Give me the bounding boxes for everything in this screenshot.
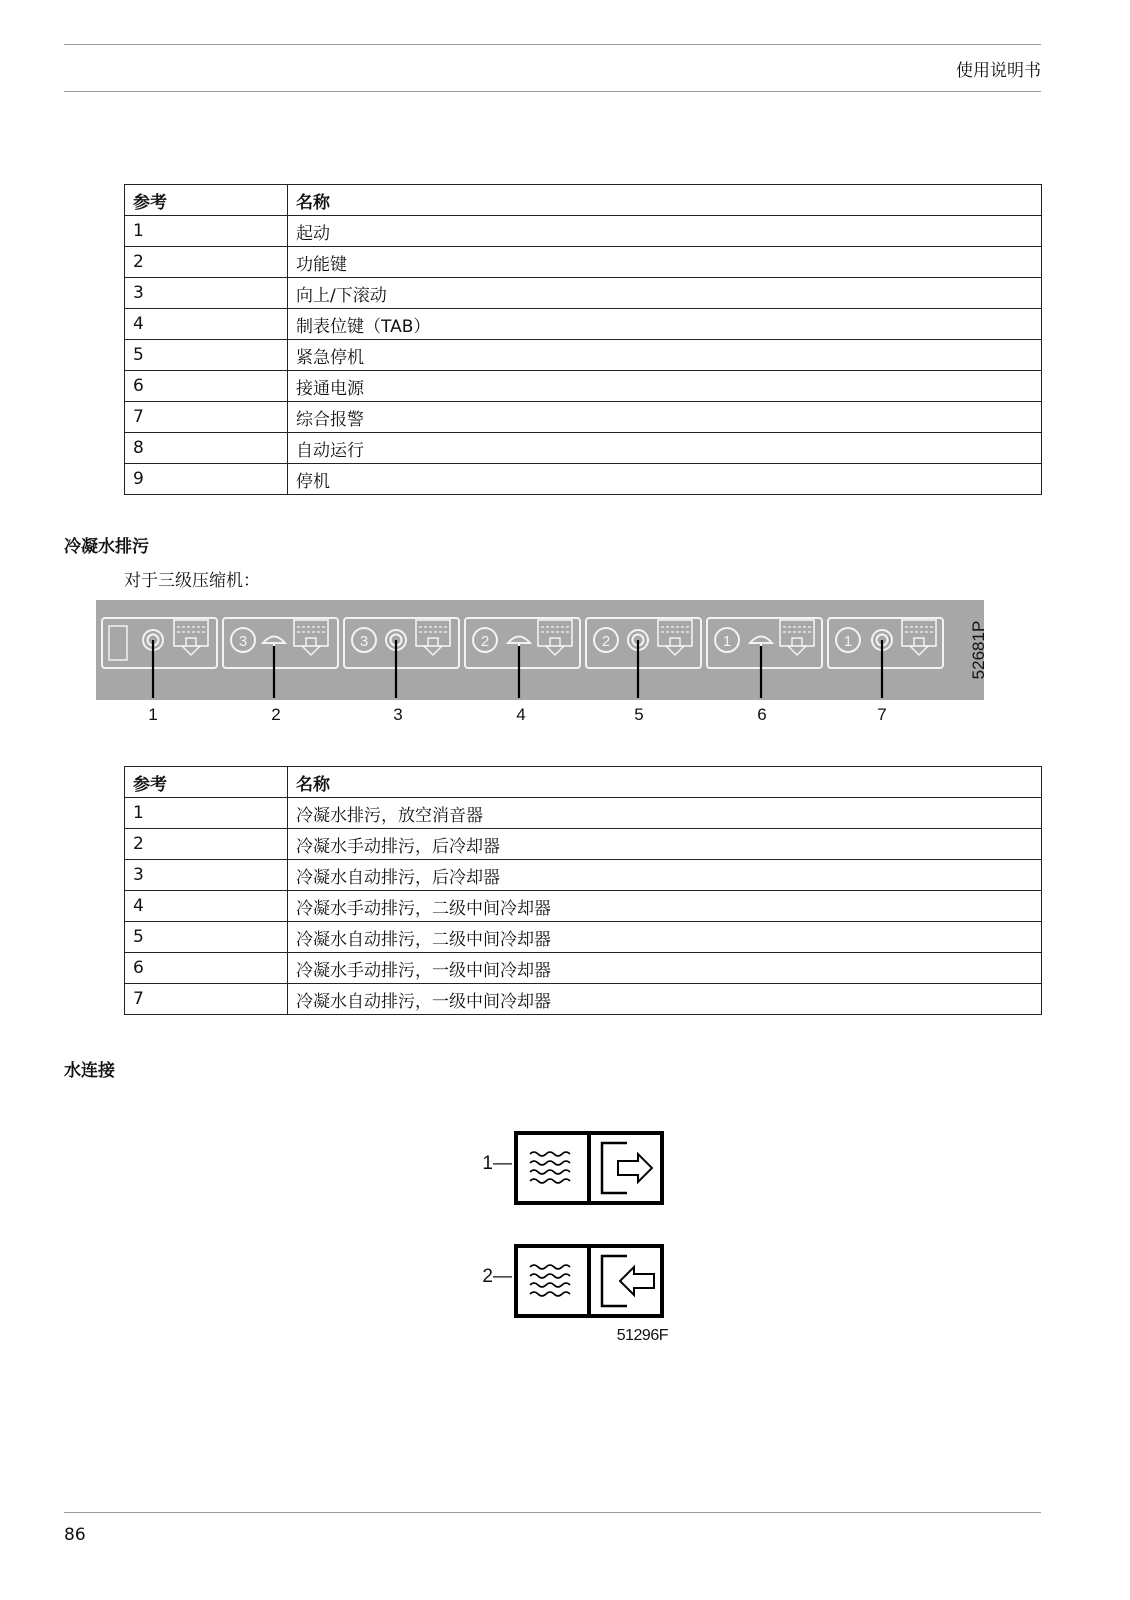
figure-code: 51296F (616, 1327, 668, 1344)
column-header-name: 名称 (288, 767, 1042, 798)
table-row (125, 984, 1042, 1015)
table-row (125, 216, 1042, 247)
name-cell: 冷凝水手动排污，二级中间冷却器 (288, 891, 1042, 922)
name-cell: 停机 (288, 464, 1042, 495)
callout-number: 7 (877, 705, 887, 724)
intro-text: 对于三级压缩机： (124, 571, 260, 591)
reference-cell: 3 (125, 278, 288, 309)
table-row (125, 798, 1042, 829)
name-cell: 冷凝水手动排污，一级中间冷却器 (288, 953, 1042, 984)
callout-number: 4 (516, 705, 526, 724)
name-cell: 冷凝水自动排污，二级中间冷却器 (288, 922, 1042, 953)
document-title: 使用说明书 (956, 61, 1041, 81)
table-row (125, 309, 1042, 340)
stage-label: 3 (359, 633, 369, 650)
table-row (125, 247, 1042, 278)
name-cell: 冷凝水排污，放空消音器 (288, 798, 1042, 829)
name-cell: 制表位键（TAB） (288, 309, 1042, 340)
page-number: 86 (64, 1525, 86, 1545)
condensate-drain-table (124, 766, 1042, 1015)
stage-label: 1 (722, 633, 732, 650)
section-heading-water-connection: 水连接 (64, 1061, 115, 1081)
reference-cell: 4 (125, 309, 288, 340)
reference-cell: 1 (125, 216, 288, 247)
control-panel-table (124, 184, 1042, 495)
reference-cell: 5 (125, 340, 288, 371)
water-outlet-symbol (516, 1133, 662, 1203)
name-cell: 向上/下滚动 (288, 278, 1042, 309)
reference-cell: 9 (125, 464, 288, 495)
section-heading-condensate-drain: 冷凝水排污 (64, 537, 149, 557)
name-cell: 功能键 (288, 247, 1042, 278)
table-row (125, 922, 1042, 953)
reference-cell: 4 (125, 891, 288, 922)
reference-cell: 6 (125, 953, 288, 984)
reference-cell: 8 (125, 433, 288, 464)
control-panel-strip (96, 600, 984, 700)
name-cell: 接通电源 (288, 371, 1042, 402)
column-header-reference: 参考 (125, 185, 288, 216)
table-row (125, 433, 1042, 464)
stage-label: 2 (601, 633, 611, 650)
condensate-panel-figure (96, 600, 1010, 745)
header-rule-bottom (64, 91, 1041, 92)
table-header-row (125, 767, 1042, 798)
name-cell: 自动运行 (288, 433, 1042, 464)
column-header-name: 名称 (288, 185, 1042, 216)
stage-label: 2 (480, 633, 490, 650)
table-row (125, 371, 1042, 402)
reference-cell: 7 (125, 984, 288, 1015)
table-row (125, 953, 1042, 984)
callout-number: 2 (271, 705, 281, 724)
table-row (125, 891, 1042, 922)
water-connection-figure (480, 1120, 700, 1350)
table-row (125, 464, 1042, 495)
reference-cell: 6 (125, 371, 288, 402)
name-cell: 起动 (288, 216, 1042, 247)
name-cell: 紧急停机 (288, 340, 1042, 371)
callout-number: 1 (148, 705, 158, 724)
callout-number: 6 (757, 705, 767, 724)
callout-number: 3 (393, 705, 403, 724)
name-cell: 冷凝水手动排污，后冷却器 (288, 829, 1042, 860)
symbol-label: 1— (482, 1153, 512, 1174)
column-header-reference: 参考 (125, 767, 288, 798)
name-cell: 冷凝水自动排污，一级中间冷却器 (288, 984, 1042, 1015)
stage-label: 3 (238, 633, 248, 650)
table-row (125, 278, 1042, 309)
reference-cell: 2 (125, 247, 288, 278)
figure-code: 52681P (969, 620, 988, 680)
table-row (125, 402, 1042, 433)
reference-cell: 1 (125, 798, 288, 829)
footer-rule (64, 1512, 1041, 1513)
water-inlet-symbol (516, 1246, 662, 1316)
reference-cell: 2 (125, 829, 288, 860)
reference-cell: 7 (125, 402, 288, 433)
table-row (125, 340, 1042, 371)
table-row (125, 860, 1042, 891)
name-cell: 冷凝水自动排污，后冷却器 (288, 860, 1042, 891)
table-row (125, 829, 1042, 860)
name-cell: 综合报警 (288, 402, 1042, 433)
symbol-label: 2— (482, 1266, 512, 1287)
header-rule-top (64, 44, 1041, 45)
reference-cell: 3 (125, 860, 288, 891)
callout-number: 5 (634, 705, 644, 724)
table-header-row (125, 185, 1042, 216)
reference-cell: 5 (125, 922, 288, 953)
stage-label: 1 (843, 633, 853, 650)
